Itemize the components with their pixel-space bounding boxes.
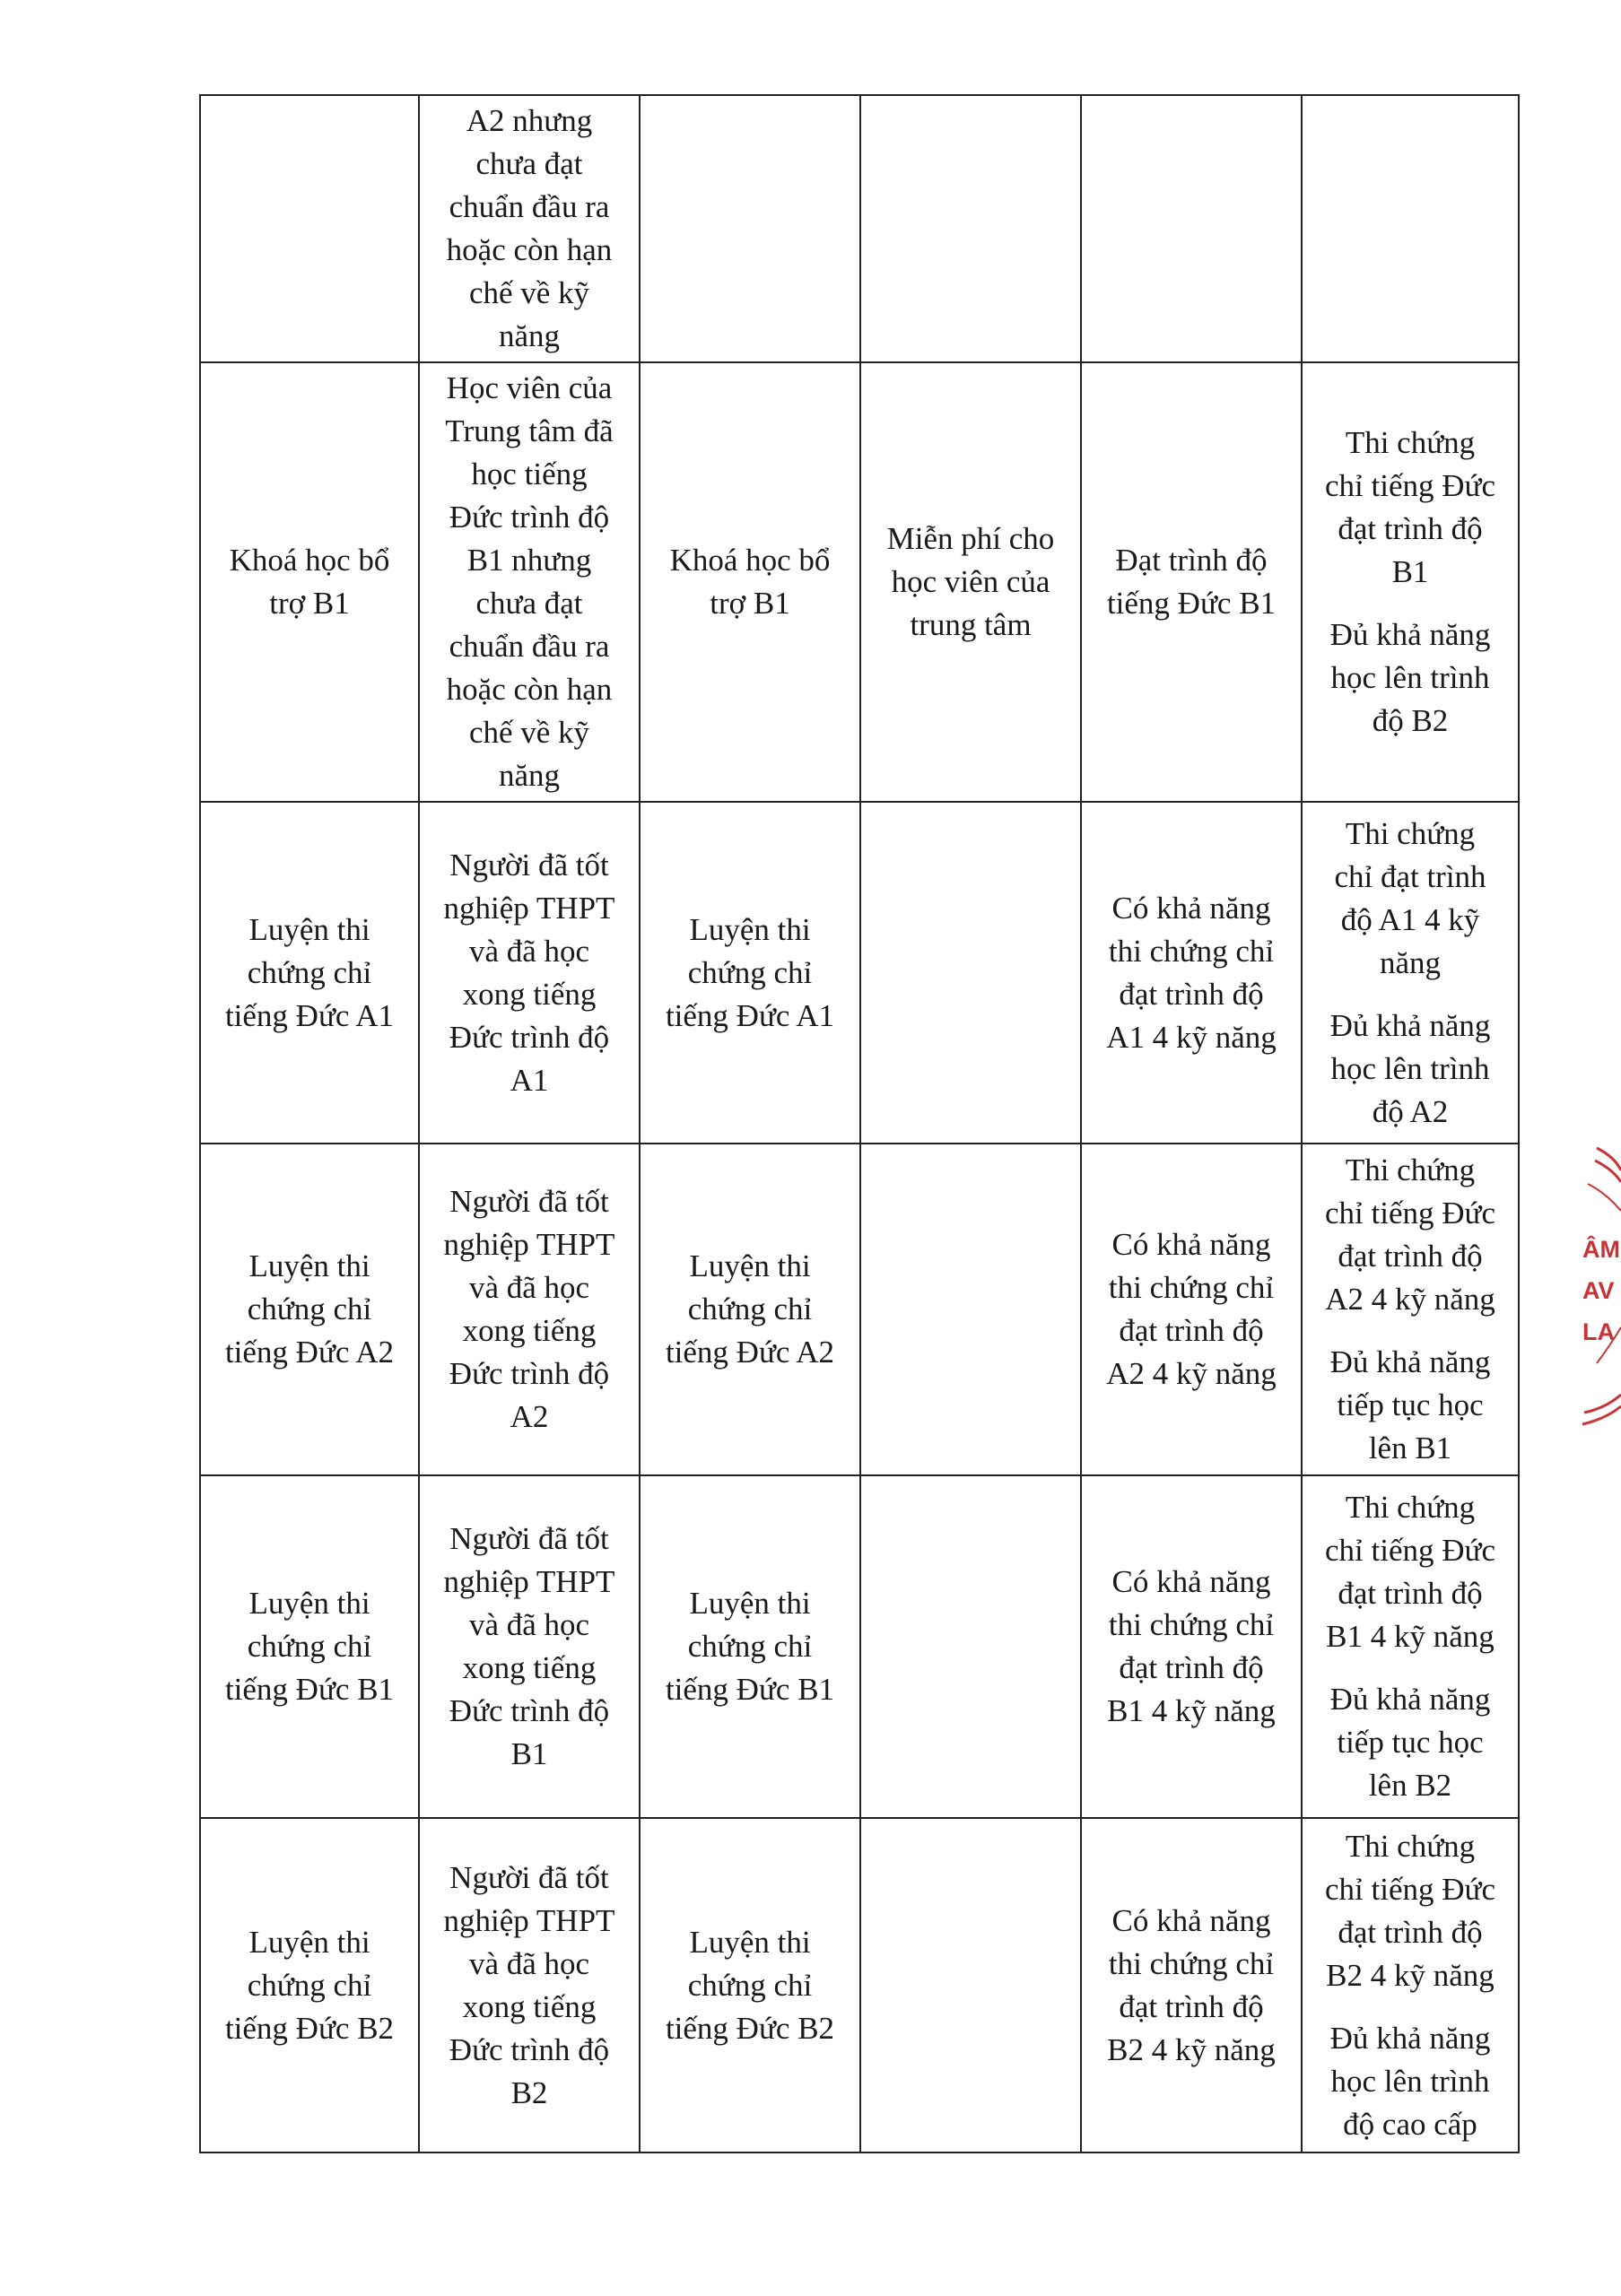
cell-line: B2 4 kỹ năng <box>1326 1957 1495 1993</box>
cell-line: B1 nhưng <box>466 543 592 578</box>
cell-line: A2 <box>510 1399 549 1434</box>
table-cell-col2 <box>419 95 640 362</box>
cell-line: B1 <box>1391 554 1429 589</box>
table-cell-col1 <box>200 362 419 802</box>
cell-line: chỉ đạt trình <box>1334 858 1486 894</box>
cell-line: học tiếng <box>471 457 588 491</box>
paragraph-gap <box>1313 1997 1507 2017</box>
paragraph-gap <box>1313 985 1507 1004</box>
cell-line: Thi chứng <box>1345 1152 1476 1187</box>
cell-line: độ A1 4 kỹ <box>1340 901 1480 937</box>
cell-line: thi chứng chỉ <box>1108 1945 1275 1981</box>
table-cell-col3 <box>640 1818 860 2152</box>
table-cell-col4 <box>860 95 1081 362</box>
table-cell-col4 <box>860 1475 1081 1818</box>
cell-line: tiếng Đức B1 <box>665 1672 835 1707</box>
cell-line: Thi chứng <box>1345 425 1476 460</box>
table-row <box>200 1475 1519 1818</box>
cell-line: Đủ khả năng <box>1329 617 1491 652</box>
table-cell-col6 <box>1302 802 1519 1144</box>
cell-line: B1 <box>510 1736 548 1771</box>
table-cell-col5 <box>1081 1475 1302 1818</box>
course-table <box>199 94 1520 2153</box>
cell-line: Đức trình độ <box>449 1356 610 1391</box>
table-cell-col2 <box>419 802 640 1144</box>
cell-line: A2 4 kỹ năng <box>1106 1356 1277 1391</box>
table-row <box>200 362 1519 802</box>
table-body <box>200 95 1519 2152</box>
stamp-line: LA <box>1582 1318 1615 1345</box>
cell-line: chỉ tiếng Đức <box>1324 468 1496 503</box>
cell-line: nghiệp THPT <box>443 1227 615 1262</box>
cell-line: tiếng Đức A1 <box>224 997 395 1033</box>
cell-line: A1 4 kỹ năng <box>1106 1019 1277 1055</box>
cell-line: chứng chỉ <box>247 1292 372 1326</box>
cell-line: học lên trình <box>1330 2063 1490 2099</box>
table-cell-col3 <box>640 802 860 1144</box>
cell-line: và đã học <box>468 1270 590 1305</box>
cell-line: chuẩn đầu ra <box>449 189 610 224</box>
cell-line: và đã học <box>468 1945 590 1981</box>
cell-line: B1 4 kỹ năng <box>1107 1693 1276 1728</box>
cell-line: xong tiếng <box>462 1988 597 2024</box>
cell-line: đạt trình độ <box>1338 1576 1483 1611</box>
table-cell-col3 <box>640 95 860 362</box>
table-cell-col5 <box>1081 1818 1302 2152</box>
table-row <box>200 1144 1519 1475</box>
cell-line: chưa đạt <box>475 146 583 181</box>
cell-line: nghiệp THPT <box>443 1902 615 1938</box>
cell-line: đạt trình độ <box>1119 1650 1264 1685</box>
cell-line: chứng chỉ <box>247 954 372 990</box>
cell-line: Đức trình độ <box>449 500 610 535</box>
table-cell-col6 <box>1302 362 1519 802</box>
cell-line: trợ B1 <box>710 586 790 621</box>
cell-line: tiếp tục học <box>1337 1725 1484 1760</box>
cell-line: năng <box>498 318 561 353</box>
cell-line: Có khả năng <box>1111 890 1271 926</box>
cell-line: xong tiếng <box>462 976 597 1012</box>
cell-line: và đã học <box>468 933 590 969</box>
cell-line: Có khả năng <box>1111 1902 1271 1938</box>
cell-line: Miễn phí cho <box>886 521 1055 556</box>
table-cell-col5 <box>1081 362 1302 802</box>
cell-line: lên B1 <box>1368 1431 1452 1465</box>
table-cell-col6 <box>1302 1475 1519 1818</box>
cell-line: Đủ khả năng <box>1329 1007 1491 1043</box>
cell-line: chưa đạt <box>475 586 583 621</box>
cell-line: B1 4 kỹ năng <box>1326 1619 1495 1654</box>
stamp-line: ÂM <box>1582 1236 1620 1263</box>
table-cell-col1 <box>200 802 419 1144</box>
cell-line: hoặc còn hạn <box>446 672 613 707</box>
cell-line: chế về kỹ <box>468 275 590 310</box>
table-row <box>200 95 1519 362</box>
table-cell-col2 <box>419 1818 640 2152</box>
cell-line: Thi chứng <box>1345 815 1476 851</box>
cell-line: xong tiếng <box>462 1650 597 1685</box>
paragraph-gap <box>1313 594 1507 613</box>
table-cell-col6 <box>1302 95 1519 362</box>
cell-line: nghiệp THPT <box>443 890 615 926</box>
cell-line: độ cao cấp <box>1343 2106 1477 2142</box>
cell-line: trợ B1 <box>269 586 350 621</box>
table-cell-col5 <box>1081 95 1302 362</box>
cell-line: Luyện thi <box>248 1248 370 1283</box>
table-row <box>200 1818 1519 2152</box>
cell-line: A2 nhưng <box>466 103 593 138</box>
cell-line: Người đã tốt <box>449 1859 609 1895</box>
cell-line: Đạt trình độ <box>1115 543 1268 578</box>
cell-line: B2 <box>510 2074 548 2110</box>
cell-line: tiếng Đức B2 <box>665 2010 835 2046</box>
cell-line: Khoá học bổ <box>229 543 390 578</box>
cell-line: Thi chứng <box>1345 1490 1476 1525</box>
cell-line: Đủ khả năng <box>1329 1682 1491 1717</box>
table-cell-col6 <box>1302 1144 1519 1475</box>
table-cell-col6 <box>1302 1818 1519 2152</box>
table-cell-col4 <box>860 1144 1081 1475</box>
cell-line: chế về kỹ <box>468 715 590 750</box>
cell-line: độ A2 <box>1372 1093 1449 1129</box>
cell-line: tiếng Đức A2 <box>224 1335 395 1370</box>
table-cell-col2 <box>419 1475 640 1818</box>
cell-line: Luyện thi <box>689 1248 811 1283</box>
cell-line: chứng chỉ <box>247 1967 372 2003</box>
cell-line: học lên trình <box>1330 1050 1490 1086</box>
cell-line: nghiệp THPT <box>443 1564 615 1599</box>
table-cell-col2 <box>419 362 640 802</box>
cell-line: Đức trình độ <box>449 1693 610 1728</box>
cell-line: năng <box>1379 944 1442 980</box>
cell-line: và đã học <box>468 1607 590 1642</box>
cell-line: chứng chỉ <box>687 1967 813 2003</box>
cell-line: Học viên của <box>446 370 613 405</box>
cell-line: Người đã tốt <box>449 1521 609 1556</box>
cell-line: Đủ khả năng <box>1329 1344 1491 1379</box>
cell-line: chứng chỉ <box>687 1292 813 1326</box>
cell-line: tiếng Đức B1 <box>1106 586 1277 621</box>
cell-line: đạt trình độ <box>1338 1239 1483 1274</box>
table-cell-col3 <box>640 1144 860 1475</box>
table-cell-col3 <box>640 362 860 802</box>
table-row <box>200 802 1519 1144</box>
table-cell-col1 <box>200 1475 419 1818</box>
table-cell-col1 <box>200 1818 419 2152</box>
cell-line: độ B2 <box>1372 703 1449 738</box>
table-cell-col5 <box>1081 1144 1302 1475</box>
cell-line: tiếp tục học <box>1337 1387 1484 1422</box>
cell-line: thi chứng chỉ <box>1108 1607 1275 1642</box>
cell-line: đạt trình độ <box>1119 1313 1264 1348</box>
cell-line: xong tiếng <box>462 1313 597 1348</box>
cell-line: Luyện thi <box>689 1586 811 1621</box>
cell-line: chỉ tiếng Đức <box>1324 1196 1496 1231</box>
cell-line: Có khả năng <box>1111 1564 1271 1599</box>
cell-line: Trung tâm đã <box>445 413 614 448</box>
paragraph-gap <box>1313 1658 1507 1678</box>
cell-line: Luyện thi <box>689 911 811 947</box>
cell-line: tiếng Đức A1 <box>665 997 835 1033</box>
cell-line: đạt trình độ <box>1119 976 1264 1012</box>
table-cell-col2 <box>419 1144 640 1475</box>
cell-line: Thi chứng <box>1345 1828 1476 1864</box>
cell-line: đạt trình độ <box>1338 511 1483 546</box>
cell-line: chỉ tiếng Đức <box>1324 1871 1496 1907</box>
stamp-line: AV <box>1582 1277 1615 1304</box>
cell-line: Người đã tốt <box>449 847 609 883</box>
cell-line: học lên trình <box>1330 660 1490 695</box>
cell-line: đạt trình độ <box>1119 1988 1264 2024</box>
cell-line: Có khả năng <box>1111 1227 1271 1262</box>
table-cell-col4 <box>860 1818 1081 2152</box>
cell-line: học viên của <box>891 564 1050 599</box>
cell-line: thi chứng chỉ <box>1108 933 1275 969</box>
red-stamp <box>1561 1139 1621 1435</box>
cell-line: tiếng Đức B1 <box>224 1672 395 1707</box>
cell-line: thi chứng chỉ <box>1108 1270 1275 1305</box>
cell-line: Người đã tốt <box>449 1184 609 1219</box>
cell-line: trung tâm <box>910 607 1032 642</box>
cell-line: hoặc còn hạn <box>446 232 613 267</box>
cell-line: B2 4 kỹ năng <box>1107 2031 1276 2067</box>
cell-line: Đủ khả năng <box>1329 2020 1491 2056</box>
table-cell-col4 <box>860 802 1081 1144</box>
table-cell-col1 <box>200 95 419 362</box>
cell-line: Luyện thi <box>248 911 370 947</box>
cell-line: tiếng Đức A2 <box>665 1335 835 1370</box>
cell-line: lên B2 <box>1368 1768 1452 1803</box>
cell-line: Luyện thi <box>248 1586 370 1621</box>
cell-line: đạt trình độ <box>1338 1914 1483 1950</box>
table-cell-col3 <box>640 1475 860 1818</box>
cell-line: năng <box>498 758 561 793</box>
cell-line: Luyện thi <box>248 1924 370 1960</box>
cell-line: Luyện thi <box>689 1924 811 1960</box>
cell-line: tiếng Đức B2 <box>224 2010 395 2046</box>
cell-line: A2 4 kỹ năng <box>1325 1282 1495 1317</box>
cell-line: Đức trình độ <box>449 1019 610 1055</box>
paragraph-gap <box>1313 1321 1507 1341</box>
cell-line: Đức trình độ <box>449 2031 610 2067</box>
stamp-text <box>1582 1229 1620 1352</box>
cell-line: chứng chỉ <box>247 1629 372 1664</box>
cell-line: chứng chỉ <box>687 954 813 990</box>
cell-line: Khoá học bổ <box>669 543 831 578</box>
cell-line: chỉ tiếng Đức <box>1324 1533 1496 1568</box>
cell-line: chứng chỉ <box>687 1629 813 1664</box>
cell-line: chuẩn đầu ra <box>449 629 610 664</box>
table-cell-col4 <box>860 362 1081 802</box>
cell-line: A1 <box>510 1062 549 1098</box>
table-cell-col1 <box>200 1144 419 1475</box>
table-cell-col5 <box>1081 802 1302 1144</box>
